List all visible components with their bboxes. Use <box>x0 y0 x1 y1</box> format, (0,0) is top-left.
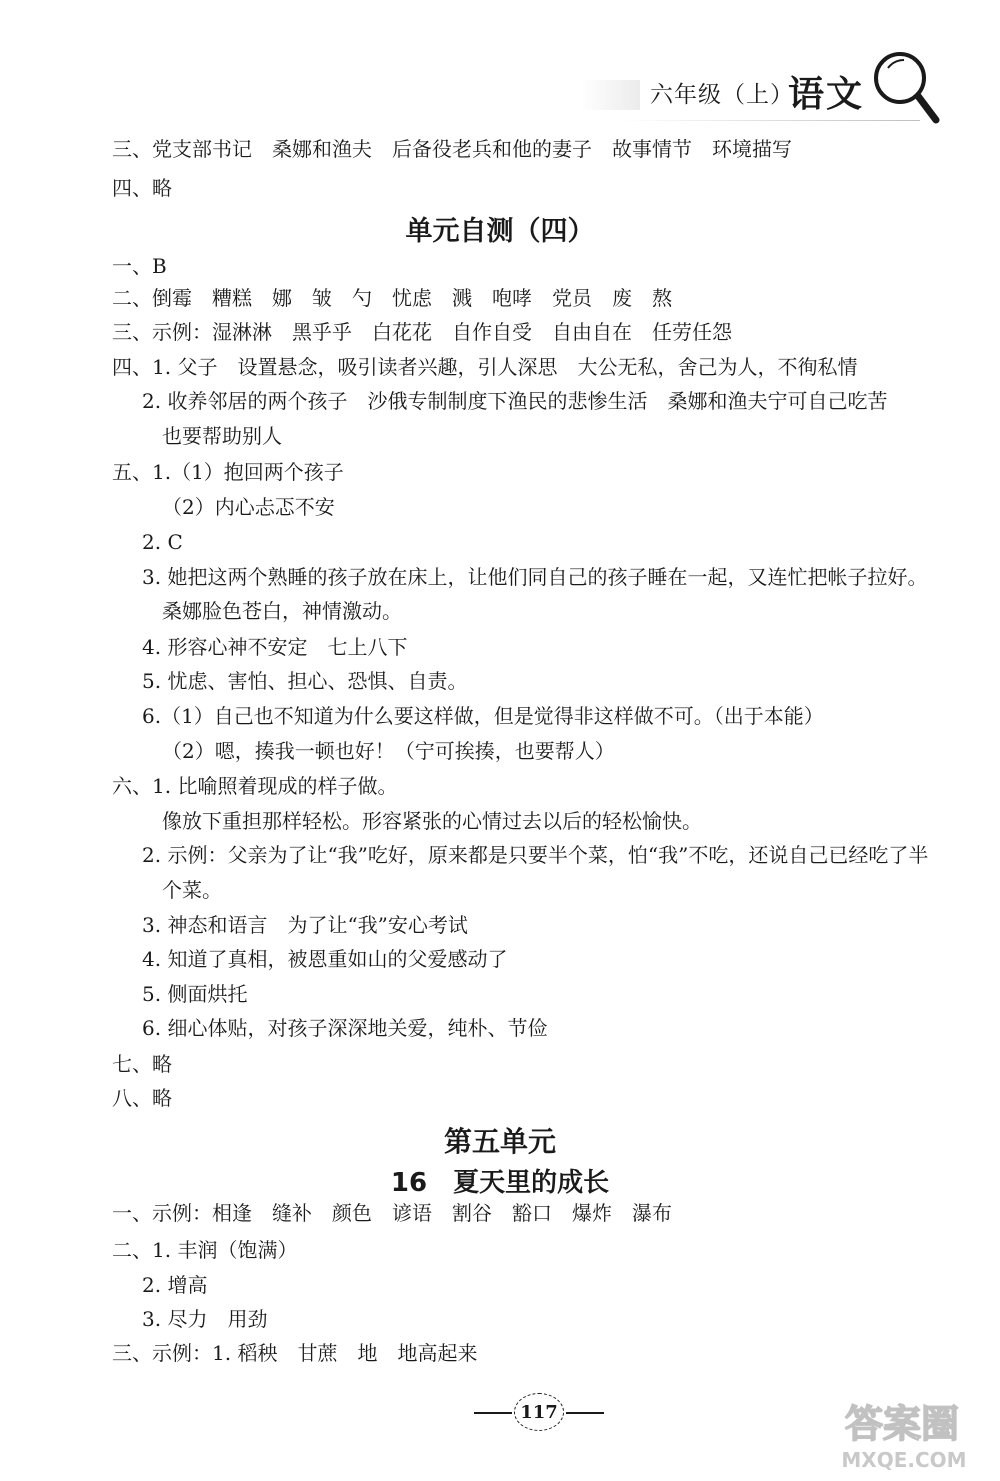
answer-line: 3. 神态和语言 为了让“我”安心考试 <box>142 913 468 937</box>
answer-line: 一、示例：相逢 缝补 颜色 谚语 割谷 豁口 爆炸 瀑布 <box>112 1201 672 1225</box>
answer-line: 二、1. 丰润（饱满） <box>112 1238 298 1262</box>
answer-line: 2. C <box>142 530 183 554</box>
answer-line: 2. 示例：父亲为了让“我”吃好，原来都是只要半个菜，怕“我”不吃，还说自己已经吃了半 <box>142 843 929 867</box>
answer-line: 5. 忧虑、害怕、担心、恐惧、自责。 <box>142 669 468 693</box>
answer-line: 一、B <box>112 254 167 278</box>
answer-line: 3. 尽力 用劲 <box>142 1307 268 1331</box>
answer-line: （2）内心忐忑不安 <box>162 495 335 519</box>
answer-line: 八、略 <box>112 1086 172 1110</box>
unit-five-heading: 第五单元 <box>443 1125 556 1158</box>
header-decoration <box>580 80 640 110</box>
answer-line: 2. 增高 <box>142 1273 208 1297</box>
svg-text:MXQE.COM: MXQE.COM <box>841 1448 967 1472</box>
answer-line: 个菜。 <box>162 878 222 902</box>
page-number: 117 <box>514 1393 564 1431</box>
answer-line: 七、略 <box>112 1052 172 1076</box>
grade-label: 六年级（上） <box>650 82 794 108</box>
header-rule <box>620 120 920 121</box>
answer-line: 四、1. 父子 设置悬念，吸引读者兴趣，引人深思 大公无私，舍己为人，不徇私情 <box>112 355 858 379</box>
page-header <box>560 62 980 132</box>
unit-test-heading: 单元自测（四） <box>405 216 595 247</box>
answer-line: 四、略 <box>112 176 172 200</box>
answer-line: 5. 侧面烘托 <box>142 982 248 1006</box>
answer-line: 五、1.（1）抱回两个孩子 <box>112 460 344 484</box>
answer-line: 像放下重担那样轻松。形容紧张的心情过去以后的轻松愉快。 <box>162 809 702 833</box>
answer-line: 桑娜脸色苍白，神情激动。 <box>162 599 402 623</box>
answer-line: 4. 形容心神不安定 七上八下 <box>142 635 408 659</box>
subject-title: 语文 <box>788 74 865 115</box>
answer-line: 三、示例：1. 稻秧 甘蔗 地 地高起来 <box>112 1341 478 1365</box>
svg-text:答案圈: 答案圈 <box>844 1402 960 1446</box>
answer-line: 也要帮助别人 <box>162 424 282 448</box>
answer-line: 6.（1）自己也不知道为什么要这样做，但是觉得非这样做不可。（出于本能） <box>142 704 824 728</box>
answer-line: 2. 收养邻居的两个孩子 沙俄专制制度下渔民的悲惨生活 桑娜和渔夫宁可自己吃苦 <box>142 389 888 413</box>
answer-line: （2）嗯，揍我一顿也好！（宁可挨揍，也要帮人） <box>162 739 615 763</box>
footer-rule <box>566 1412 604 1414</box>
answer-line: 三、党支部书记 桑娜和渔夫 后备役老兵和他的妻子 故事情节 环境描写 <box>112 137 792 161</box>
watermark-logo <box>812 1395 992 1475</box>
answer-line: 六、1. 比喻照着现成的样子做。 <box>112 774 398 798</box>
footer-rule <box>474 1412 512 1414</box>
answer-line: 6. 细心体贴，对孩子深深地关爱，纯朴、节俭 <box>142 1016 548 1040</box>
lesson-title: 16 夏天里的成长 <box>390 1168 610 1198</box>
page-number-footer <box>474 1392 604 1432</box>
answer-line: 3. 她把这两个熟睡的孩子放在床上，让他们同自己的孩子睡在一起，又连忙把帐子拉好。 <box>142 565 928 589</box>
magnifier-icon <box>866 44 946 124</box>
answer-line: 三、示例：湿淋淋 黑乎乎 白花花 自作自受 自由自在 任劳任怨 <box>112 320 732 344</box>
answer-line: 二、倒霉 糟糕 娜 皱 勺 忧虑 溅 咆哮 党员 废 熬 <box>112 286 672 310</box>
answer-line: 4. 知道了真相，被恩重如山的父爱感动了 <box>142 947 508 971</box>
